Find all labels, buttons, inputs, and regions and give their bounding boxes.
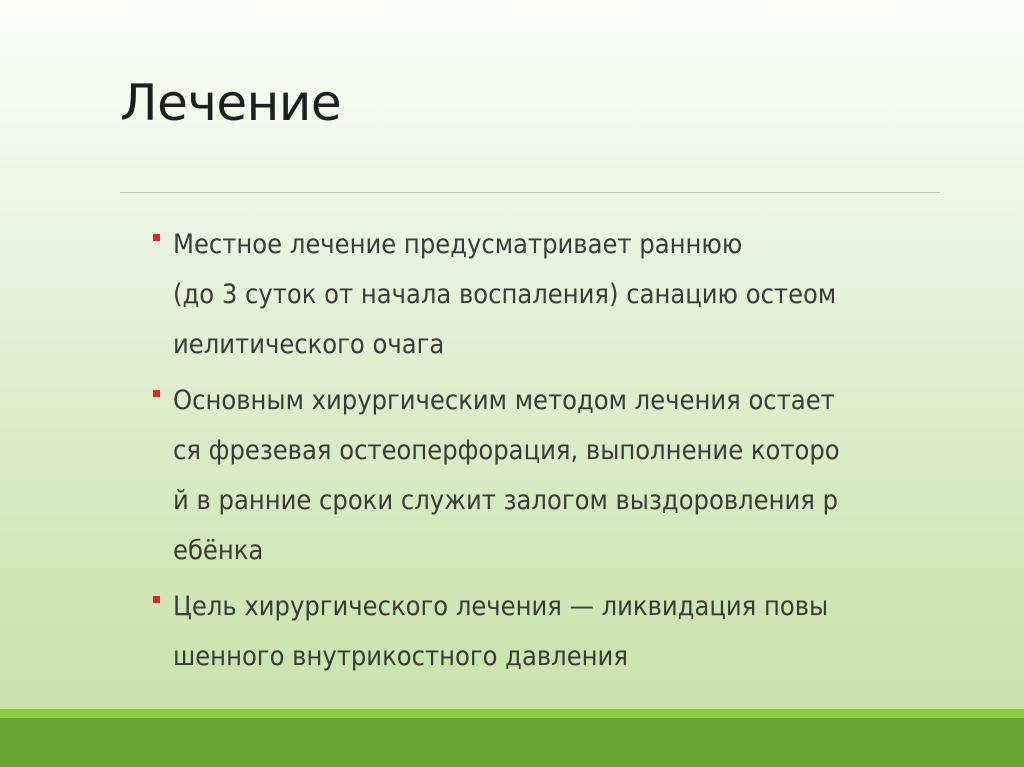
bullet-2-line-1: Основным хирургическим методом лечения остает [173,385,835,416]
bullet-2-line-3: й в ранние сроки служит залогом выздоровления р [173,485,839,516]
square-bullet-icon [153,596,160,603]
bullet-1-line-3: иелитического очага [173,329,445,360]
bullet-item-1 [150,220,940,370]
bullet-1-line-2: (до 3 суток от начала воспаления) санацию остеом [173,279,837,310]
footer-accent-stripe [0,709,1024,718]
bullet-list [150,220,940,688]
bullet-3-line-1: Цель хирургического лечения — ликвидация повы [173,591,829,622]
title-divider [120,192,940,193]
square-bullet-icon [153,234,160,241]
bullet-2-line-2: ся фрезевая остеоперфорация, выполнение которо [173,435,840,466]
square-bullet-icon [153,390,160,397]
slide-title: Лечение [120,74,342,132]
footer-band [0,718,1024,767]
bullet-item-2 [150,376,940,576]
bullet-2-line-4: ебёнка [173,535,264,566]
bullet-1-line-1: Местное лечение предусматривает раннюю [173,229,743,260]
bullet-3-line-2: шенного внутрикостного давления [173,641,628,672]
bullet-item-3 [150,582,940,682]
